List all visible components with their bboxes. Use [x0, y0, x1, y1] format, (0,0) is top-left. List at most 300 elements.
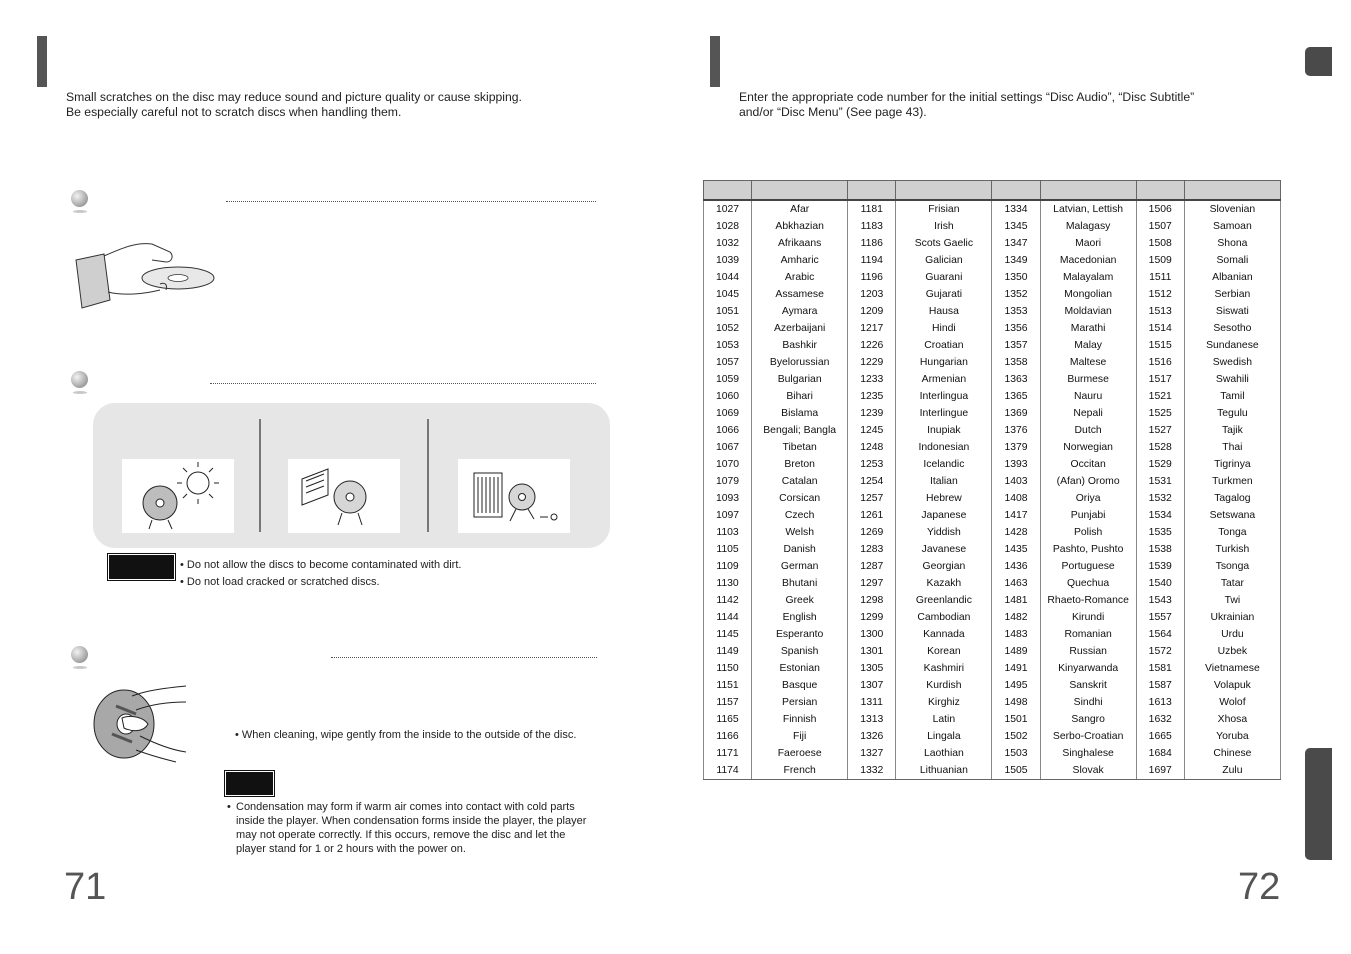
- intro-text: [66, 90, 626, 120]
- language-code-cell: 1613: [1136, 694, 1184, 711]
- table-row: [704, 473, 1281, 490]
- language-code-cell: 1532: [1136, 490, 1184, 507]
- language-name-cell: Hebrew: [896, 490, 992, 507]
- language-code-cell: 1254: [848, 473, 896, 490]
- language-code-cell: 1489: [992, 643, 1040, 660]
- language-code-cell: 1352: [992, 286, 1040, 303]
- table-row: [704, 337, 1281, 354]
- language-name-cell: Greek: [752, 592, 848, 609]
- language-name-cell: Sesotho: [1184, 320, 1280, 337]
- section-bullet-shadow: [73, 210, 87, 213]
- language-name-cell: Lithuanian: [896, 762, 992, 780]
- language-name-cell: Latin: [896, 711, 992, 728]
- header-code: [1136, 181, 1184, 201]
- language-code-cell: 1235: [848, 388, 896, 405]
- language-name-cell: Punjabi: [1040, 507, 1136, 524]
- language-name-cell: Setswana: [1184, 507, 1280, 524]
- language-code-cell: 1483: [992, 626, 1040, 643]
- language-name-cell: Catalan: [752, 473, 848, 490]
- language-code-cell: 1186: [848, 235, 896, 252]
- language-code-cell: 1463: [992, 575, 1040, 592]
- language-name-cell: Indonesian: [896, 439, 992, 456]
- language-name-cell: Ukrainian: [1184, 609, 1280, 626]
- language-code-cell: 1059: [704, 371, 752, 388]
- header-code: [848, 181, 896, 201]
- language-name-cell: Amharic: [752, 252, 848, 269]
- language-name-cell: Breton: [752, 456, 848, 473]
- table-row: [704, 456, 1281, 473]
- language-name-cell: French: [752, 762, 848, 780]
- caution-label: [109, 555, 174, 579]
- language-name-cell: Yoruba: [1184, 728, 1280, 745]
- language-name-cell: Marathi: [1040, 320, 1136, 337]
- language-name-cell: Oriya: [1040, 490, 1136, 507]
- table-row: [704, 371, 1281, 388]
- language-name-cell: Icelandic: [896, 456, 992, 473]
- language-code-cell: 1506: [1136, 200, 1184, 218]
- language-code-cell: 1165: [704, 711, 752, 728]
- language-name-cell: Malagasy: [1040, 218, 1136, 235]
- language-code-cell: 1174: [704, 762, 752, 780]
- language-code-cell: 1347: [992, 235, 1040, 252]
- language-name-cell: Twi: [1184, 592, 1280, 609]
- language-code-cell: 1502: [992, 728, 1040, 745]
- humidity-illustration: [458, 459, 570, 533]
- language-code-cell: 1535: [1136, 524, 1184, 541]
- language-name-cell: Urdu: [1184, 626, 1280, 643]
- language-code-cell: 1379: [992, 439, 1040, 456]
- table-row: [704, 745, 1281, 762]
- language-name-cell: Tegulu: [1184, 405, 1280, 422]
- header-language: [1040, 181, 1136, 201]
- table-row: [704, 762, 1281, 780]
- language-code-cell: 1525: [1136, 405, 1184, 422]
- language-code-table: [703, 180, 1281, 780]
- language-name-cell: Danish: [752, 541, 848, 558]
- language-code-cell: 1032: [704, 235, 752, 252]
- language-code-cell: 1027: [704, 200, 752, 218]
- language-name-cell: Afar: [752, 200, 848, 218]
- language-name-cell: Kirundi: [1040, 609, 1136, 626]
- table-row: [704, 728, 1281, 745]
- language-code-cell: 1403: [992, 473, 1040, 490]
- language-code-cell: 1045: [704, 286, 752, 303]
- language-code-cell: 1297: [848, 575, 896, 592]
- language-name-cell: Pashto, Pushto: [1040, 541, 1136, 558]
- section-divider: [210, 383, 596, 384]
- section-bullet: [71, 371, 88, 388]
- language-name-cell: (Afan) Oromo: [1040, 473, 1136, 490]
- intro-text: [739, 90, 1299, 120]
- language-code-cell: 1509: [1136, 252, 1184, 269]
- language-code-cell: 1564: [1136, 626, 1184, 643]
- language-code-cell: 1261: [848, 507, 896, 524]
- language-code-cell: 1239: [848, 405, 896, 422]
- table-body: [704, 200, 1281, 780]
- language-code-cell: 1181: [848, 200, 896, 218]
- header-language: [1184, 181, 1280, 201]
- storage-notes: [180, 557, 600, 591]
- language-code-cell: 1313: [848, 711, 896, 728]
- language-name-cell: Latvian, Lettish: [1040, 200, 1136, 218]
- table-row: [704, 490, 1281, 507]
- language-name-cell: Estonian: [752, 660, 848, 677]
- language-name-cell: Polish: [1040, 524, 1136, 541]
- language-name-cell: Hungarian: [896, 354, 992, 371]
- language-code-cell: 1540: [1136, 575, 1184, 592]
- language-name-cell: Georgian: [896, 558, 992, 575]
- language-name-cell: Norwegian: [1040, 439, 1136, 456]
- language-code-cell: 1217: [848, 320, 896, 337]
- language-code-cell: 1150: [704, 660, 752, 677]
- language-name-cell: Malay: [1040, 337, 1136, 354]
- heater-illustration: [288, 459, 400, 533]
- language-name-cell: Bashkir: [752, 337, 848, 354]
- language-code-cell: 1194: [848, 252, 896, 269]
- language-name-cell: English: [752, 609, 848, 626]
- table-row: [704, 677, 1281, 694]
- language-code-cell: 1171: [704, 745, 752, 762]
- note-item: • Do not load cracked or scratched discs.: [180, 576, 380, 588]
- language-name-cell: Kazakh: [896, 575, 992, 592]
- language-name-cell: Samoan: [1184, 218, 1280, 235]
- language-code-cell: 1066: [704, 422, 752, 439]
- section-title-bar: [710, 36, 720, 87]
- language-name-cell: Swahili: [1184, 371, 1280, 388]
- language-code-cell: 1539: [1136, 558, 1184, 575]
- language-name-cell: Swedish: [1184, 354, 1280, 371]
- language-name-cell: Sindhi: [1040, 694, 1136, 711]
- language-code-cell: 1142: [704, 592, 752, 609]
- language-code-cell: 1203: [848, 286, 896, 303]
- language-code-cell: 1358: [992, 354, 1040, 371]
- table-row: [704, 694, 1281, 711]
- sunlight-illustration: [122, 459, 234, 533]
- page-number-left: 71: [64, 866, 107, 908]
- language-code-cell: 1503: [992, 745, 1040, 762]
- language-code-cell: 1105: [704, 541, 752, 558]
- language-code-cell: 1408: [992, 490, 1040, 507]
- language-code-cell: 1350: [992, 269, 1040, 286]
- language-code-cell: 1572: [1136, 643, 1184, 660]
- table-row: [704, 405, 1281, 422]
- language-name-cell: Albanian: [1184, 269, 1280, 286]
- language-name-cell: Tajik: [1184, 422, 1280, 439]
- language-code-cell: 1531: [1136, 473, 1184, 490]
- disc-character-sun-icon: [122, 459, 234, 533]
- language-code-cell: 1326: [848, 728, 896, 745]
- language-name-cell: Arabic: [752, 269, 848, 286]
- language-name-cell: Yiddish: [896, 524, 992, 541]
- language-code-cell: 1482: [992, 609, 1040, 626]
- language-name-cell: Esperanto: [752, 626, 848, 643]
- section-divider: [331, 657, 597, 658]
- language-code-cell: 1495: [992, 677, 1040, 694]
- language-name-cell: Abkhazian: [752, 218, 848, 235]
- language-code-cell: 1327: [848, 745, 896, 762]
- language-name-cell: Azerbaijani: [752, 320, 848, 337]
- disc-handling-illustration: [74, 238, 219, 310]
- language-code-cell: 1109: [704, 558, 752, 575]
- language-code-cell: 1332: [848, 762, 896, 780]
- table-row: [704, 320, 1281, 337]
- language-code-cell: 1363: [992, 371, 1040, 388]
- language-name-cell: Afrikaans: [752, 235, 848, 252]
- language-code-cell: 1067: [704, 439, 752, 456]
- language-code-cell: 1512: [1136, 286, 1184, 303]
- language-code-cell: 1079: [704, 473, 752, 490]
- table-row: [704, 711, 1281, 728]
- language-name-cell: Thai: [1184, 439, 1280, 456]
- language-code-cell: 1435: [992, 541, 1040, 558]
- language-name-cell: Galician: [896, 252, 992, 269]
- table-row: [704, 200, 1281, 218]
- language-code-cell: 1516: [1136, 354, 1184, 371]
- language-code-cell: 1070: [704, 456, 752, 473]
- language-code-cell: 1393: [992, 456, 1040, 473]
- language-name-cell: Persian: [752, 694, 848, 711]
- chapter-tab-top: [1305, 47, 1332, 76]
- language-name-cell: Wolof: [1184, 694, 1280, 711]
- language-name-cell: Hausa: [896, 303, 992, 320]
- language-name-cell: Russian: [1040, 643, 1136, 660]
- language-name-cell: Fiji: [752, 728, 848, 745]
- language-code-cell: 1248: [848, 439, 896, 456]
- language-code-cell: 1513: [1136, 303, 1184, 320]
- language-name-cell: Somali: [1184, 252, 1280, 269]
- language-name-cell: Hindi: [896, 320, 992, 337]
- language-name-cell: Shona: [1184, 235, 1280, 252]
- language-code-cell: 1057: [704, 354, 752, 371]
- language-code-cell: 1356: [992, 320, 1040, 337]
- language-name-cell: Assamese: [752, 286, 848, 303]
- language-code-cell: 1365: [992, 388, 1040, 405]
- language-code-cell: 1069: [704, 405, 752, 422]
- language-code-cell: 1229: [848, 354, 896, 371]
- language-code-cell: 1149: [704, 643, 752, 660]
- table-row: [704, 269, 1281, 286]
- panel-divider: [259, 419, 261, 532]
- language-name-cell: Macedonian: [1040, 252, 1136, 269]
- table-header-row: [704, 181, 1281, 201]
- language-name-cell: Serbo-Croatian: [1040, 728, 1136, 745]
- language-code-cell: 1507: [1136, 218, 1184, 235]
- language-name-cell: Tsonga: [1184, 558, 1280, 575]
- table-row: [704, 439, 1281, 456]
- language-name-cell: Chinese: [1184, 745, 1280, 762]
- table-row: [704, 354, 1281, 371]
- language-name-cell: Kashmiri: [896, 660, 992, 677]
- language-name-cell: Bihari: [752, 388, 848, 405]
- language-name-cell: Tamil: [1184, 388, 1280, 405]
- language-code-cell: 1307: [848, 677, 896, 694]
- language-name-cell: Guarani: [896, 269, 992, 286]
- language-code-cell: 1269: [848, 524, 896, 541]
- language-name-cell: Rhaeto-Romance: [1040, 592, 1136, 609]
- language-code-cell: 1557: [1136, 609, 1184, 626]
- language-code-cell: 1283: [848, 541, 896, 558]
- header-code: [704, 181, 752, 201]
- language-name-cell: Maori: [1040, 235, 1136, 252]
- language-code-cell: 1684: [1136, 745, 1184, 762]
- language-name-cell: Tatar: [1184, 575, 1280, 592]
- language-code-cell: 1039: [704, 252, 752, 269]
- language-name-cell: Spanish: [752, 643, 848, 660]
- language-name-cell: Vietnamese: [1184, 660, 1280, 677]
- language-name-cell: Czech: [752, 507, 848, 524]
- table-row: [704, 303, 1281, 320]
- language-name-cell: Occitan: [1040, 456, 1136, 473]
- table-row: [704, 592, 1281, 609]
- language-name-cell: Kirghiz: [896, 694, 992, 711]
- language-code-cell: 1417: [992, 507, 1040, 524]
- language-code-cell: 1521: [1136, 388, 1184, 405]
- language-code-cell: 1632: [1136, 711, 1184, 728]
- section-bullet-shadow: [73, 666, 87, 669]
- language-name-cell: Cambodian: [896, 609, 992, 626]
- table-row: [704, 575, 1281, 592]
- language-code-cell: 1334: [992, 200, 1040, 218]
- table-row: [704, 524, 1281, 541]
- chapter-tab-side: [1305, 748, 1332, 860]
- language-name-cell: Turkish: [1184, 541, 1280, 558]
- language-code-cell: 1253: [848, 456, 896, 473]
- language-code-cell: 1233: [848, 371, 896, 388]
- language-code-cell: 1345: [992, 218, 1040, 235]
- language-name-cell: Gujarati: [896, 286, 992, 303]
- language-code-cell: 1529: [1136, 456, 1184, 473]
- language-name-cell: Mongolian: [1040, 286, 1136, 303]
- table-row: [704, 422, 1281, 439]
- language-code-cell: 1209: [848, 303, 896, 320]
- table-row: [704, 388, 1281, 405]
- language-code-cell: 1093: [704, 490, 752, 507]
- language-name-cell: Aymara: [752, 303, 848, 320]
- language-name-cell: Sangro: [1040, 711, 1136, 728]
- note-line: inside the player. When condensation forms inside the player, the player: [236, 815, 587, 827]
- language-name-cell: Basque: [752, 677, 848, 694]
- language-name-cell: Korean: [896, 643, 992, 660]
- language-code-cell: 1501: [992, 711, 1040, 728]
- language-code-cell: 1505: [992, 762, 1040, 780]
- note-line: may not operate correctly. If this occurs, remove the disc and let the: [236, 829, 566, 841]
- note-line: Condensation may form if warm air comes into contact with cold parts: [236, 801, 575, 813]
- language-code-cell: 1498: [992, 694, 1040, 711]
- language-code-cell: 1543: [1136, 592, 1184, 609]
- language-name-cell: Sundanese: [1184, 337, 1280, 354]
- note-item: • Do not allow the discs to become contaminated with dirt.: [180, 559, 462, 571]
- language-code-cell: 1299: [848, 609, 896, 626]
- language-name-cell: Tigrinya: [1184, 456, 1280, 473]
- language-name-cell: Croatian: [896, 337, 992, 354]
- language-code-cell: 1515: [1136, 337, 1184, 354]
- language-name-cell: Japanese: [896, 507, 992, 524]
- language-code-cell: 1145: [704, 626, 752, 643]
- table-row: [704, 218, 1281, 235]
- language-name-cell: Greenlandic: [896, 592, 992, 609]
- language-code-cell: 1044: [704, 269, 752, 286]
- language-code-cell: 1060: [704, 388, 752, 405]
- language-name-cell: Tonga: [1184, 524, 1280, 541]
- section-title-bar: [37, 36, 47, 87]
- section-bullet: [71, 190, 88, 207]
- table-row: [704, 609, 1281, 626]
- language-name-cell: Uzbek: [1184, 643, 1280, 660]
- language-code-cell: 1697: [1136, 762, 1184, 780]
- language-name-cell: German: [752, 558, 848, 575]
- language-code-cell: 1481: [992, 592, 1040, 609]
- language-name-cell: Dutch: [1040, 422, 1136, 439]
- language-code-cell: 1665: [1136, 728, 1184, 745]
- language-name-cell: Frisian: [896, 200, 992, 218]
- language-code-cell: 1376: [992, 422, 1040, 439]
- table-row: [704, 235, 1281, 252]
- language-code-cell: 1511: [1136, 269, 1184, 286]
- language-code-cell: 1534: [1136, 507, 1184, 524]
- language-code-cell: 1353: [992, 303, 1040, 320]
- language-code-cell: 1436: [992, 558, 1040, 575]
- language-name-cell: Interlingua: [896, 388, 992, 405]
- language-code-cell: 1052: [704, 320, 752, 337]
- section-bullet-shadow: [73, 391, 87, 394]
- language-code-cell: 1053: [704, 337, 752, 354]
- language-code-cell: 1097: [704, 507, 752, 524]
- table-row: [704, 643, 1281, 660]
- note-line: player stand for 1 or 2 hours with the power on.: [236, 843, 466, 855]
- language-name-cell: Kannada: [896, 626, 992, 643]
- language-name-cell: Armenian: [896, 371, 992, 388]
- panel-divider: [427, 419, 429, 532]
- language-code-cell: 1357: [992, 337, 1040, 354]
- language-code-cell: 1428: [992, 524, 1040, 541]
- language-code-cell: 1051: [704, 303, 752, 320]
- language-name-cell: Corsican: [752, 490, 848, 507]
- language-name-cell: Bulgarian: [752, 371, 848, 388]
- language-code-cell: 1587: [1136, 677, 1184, 694]
- language-code-cell: 1157: [704, 694, 752, 711]
- language-name-cell: Kinyarwanda: [1040, 660, 1136, 677]
- language-name-cell: Kurdish: [896, 677, 992, 694]
- condensation-note: • Condensation may form if warm air comes into contact with cold parts inside the player. When condensation forms inside the player, the player may not operate correctly. If this occurs, remove the disc and let the player stand for 1 or 2 hours with the power on.: [227, 800, 617, 856]
- disc-cleaning-illustration: [92, 684, 188, 764]
- section-divider: [226, 201, 596, 202]
- language-name-cell: Serbian: [1184, 286, 1280, 303]
- language-name-cell: Inupiak: [896, 422, 992, 439]
- disc-character-heater-icon: [288, 459, 400, 533]
- language-name-cell: Interlingue: [896, 405, 992, 422]
- language-code-cell: 1517: [1136, 371, 1184, 388]
- language-name-cell: Xhosa: [1184, 711, 1280, 728]
- language-name-cell: Singhalese: [1040, 745, 1136, 762]
- intro-line: Be especially careful not to scratch discs when handling them.: [66, 105, 402, 119]
- language-code-cell: 1196: [848, 269, 896, 286]
- language-name-cell: Slovak: [1040, 762, 1136, 780]
- language-name-cell: Siswati: [1184, 303, 1280, 320]
- language-code-cell: 1226: [848, 337, 896, 354]
- language-code-cell: 1305: [848, 660, 896, 677]
- language-code-cell: 1491: [992, 660, 1040, 677]
- intro-line: Enter the appropriate code number for the initial settings “Disc Audio”, “Disc Subtitle”: [739, 90, 1195, 104]
- language-name-cell: Nauru: [1040, 388, 1136, 405]
- language-code-cell: 1581: [1136, 660, 1184, 677]
- language-code-cell: 1538: [1136, 541, 1184, 558]
- language-name-cell: Burmese: [1040, 371, 1136, 388]
- language-code-cell: 1311: [848, 694, 896, 711]
- language-name-cell: Turkmen: [1184, 473, 1280, 490]
- language-code-cell: 1144: [704, 609, 752, 626]
- header-code: [992, 181, 1040, 201]
- header-language: [896, 181, 992, 201]
